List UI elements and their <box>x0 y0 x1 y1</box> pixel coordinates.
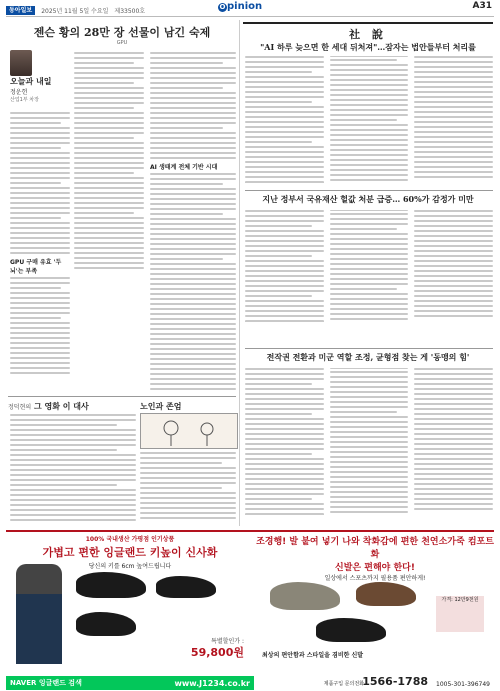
opinion-o-icon: O <box>219 3 226 11</box>
ad-right-phone: 1005-301-396749 <box>436 681 490 688</box>
section-title: O pinion <box>219 1 263 12</box>
issue-date: 2025년 11월 5일 수요일 <box>41 7 109 15</box>
column-headline: 젠슨 황의 28만 장 선물이 남긴 숙제 <box>33 26 211 39</box>
shoe-ad-right <box>256 532 494 690</box>
column-subhead-1: GPU 구매 유효 '두뇌'는 부족 <box>10 259 62 275</box>
editorial-body-3 <box>245 368 493 524</box>
price-label: 특별할인가 : <box>211 638 244 645</box>
shoe-image-6 <box>316 618 386 642</box>
cartoon-text <box>140 452 236 524</box>
movie-column-title: 정덕현의 그 영화 이 대사 <box>8 401 89 411</box>
editorial-title-1: "AI 하루 늦으면 한 세대 뒤처져"…잠자는 법안들부터 처리를 <box>260 42 476 52</box>
editorial-divider-2 <box>245 348 493 349</box>
advertisement <box>6 530 494 690</box>
editorial-divider-1 <box>245 190 493 191</box>
ad-subline: 당신의 키를 6cm 높여드립니다 <box>88 563 172 570</box>
issue-number: 제33500호 <box>114 7 146 15</box>
column-body-left <box>10 112 70 392</box>
shoe-image-1 <box>76 572 146 598</box>
section-divider <box>8 396 236 397</box>
ad-tagline: 100% 국내생산 가평점 인기상품 <box>85 536 175 543</box>
column-label: GPU <box>116 40 128 46</box>
editorial-body-1 <box>245 56 493 188</box>
ad-headline: 가볍고 편한 잉글랜드 키높이 신사화 <box>42 546 218 559</box>
column-body-right <box>150 52 236 392</box>
order-line-label: 제품구입 문의전화 <box>323 681 364 687</box>
sale-price: 59,800원 <box>190 646 244 659</box>
ad-right-headline: 조경행! 발 붙여 넣기 나와 착화감에 편한 천연소가죽 컴포트화 <box>256 537 494 560</box>
column-body-a <box>74 52 144 282</box>
ad-right-sub: 일상에서 스포츠까지 필용품 편안하게! <box>324 575 426 582</box>
editorial-body-2 <box>245 210 493 326</box>
column-divider <box>239 20 240 526</box>
ad-right-caption: 최상의 편안함과 스타일을 겸비한 신발 <box>262 652 364 659</box>
price-badge: 가격: 12만9천원 <box>436 596 484 632</box>
newspaper-logo: 동아일보 <box>6 6 35 15</box>
order-phone: 1566-1788 <box>362 675 428 688</box>
shoe-image-5 <box>356 582 416 606</box>
column-subhead-2: AI 생태계 전체 기반 시대 <box>150 164 218 171</box>
cartoon-image <box>140 413 238 449</box>
model-photo <box>16 564 62 664</box>
editorial-title-3: 전작권 전환과 미군 역할 조정, 균형점 찾는 게 '동맹의 힘' <box>266 352 470 362</box>
ad-right-slogan: 신발은 편해야 한다! <box>335 563 415 573</box>
cartoon-illustration-icon <box>141 414 237 448</box>
naver-search-bar[interactable]: NAVER 잉글랜드 검색 www.J1234.co.kr <box>6 676 254 690</box>
movie-column-body <box>10 414 136 524</box>
column-byline <box>10 50 70 103</box>
editorial-title-2: 지난 정부서 국유재산 헐값 처분 급증… 60%가 감정가 미만 <box>262 194 474 204</box>
shoe-image-4 <box>270 582 340 610</box>
ad-url: www.J1234.co.kr <box>174 678 250 688</box>
shoe-image-3 <box>76 612 136 636</box>
cartoon-title: 노인과 존엄 <box>140 401 182 411</box>
editorial-label: 社 說 <box>243 22 493 42</box>
byline-series: 오늘과 내일 <box>10 77 52 86</box>
shoe-image-2 <box>156 576 216 598</box>
page-number: A31 <box>472 1 492 11</box>
author-photo <box>10 50 32 76</box>
byline-role: 산업1부 차장 <box>10 97 39 103</box>
shoe-ad-left <box>6 532 254 690</box>
byline-name: 정운헌 <box>10 89 28 96</box>
